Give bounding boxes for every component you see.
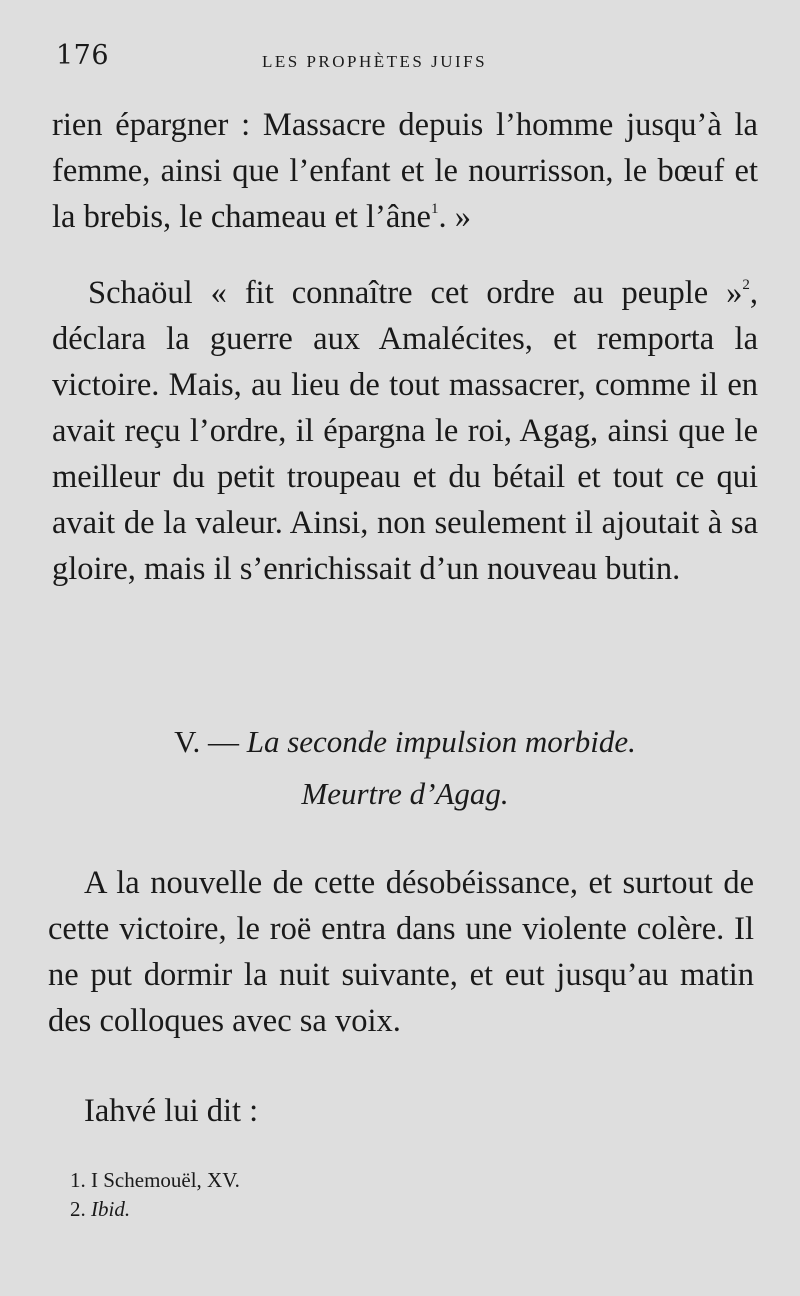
paragraph-1-end: . » bbox=[438, 199, 471, 235]
section-title-line-2: Meurtre d’Agag. bbox=[301, 776, 509, 811]
paragraph-4-text: Iahvé lui dit : bbox=[84, 1093, 259, 1129]
footnote-2 bbox=[70, 1195, 670, 1224]
paragraph-1-text: rien épargner : Massacre depuis l’homme jusqu’à la femme, ainsi que l’enfant et le nourrisson, le bœuf et la brebis, le chameau et l’âne bbox=[52, 107, 758, 235]
footnote-ref-1: 1 bbox=[430, 201, 439, 217]
footnotes bbox=[70, 1166, 670, 1224]
paragraph-2 bbox=[52, 270, 758, 592]
footnote-2-text: Ibid. bbox=[91, 1197, 131, 1221]
running-head: LES PROPHÈTES JUIFS bbox=[262, 52, 488, 71]
footnote-ref-2: 2 bbox=[742, 277, 750, 293]
page-number: 176 bbox=[56, 40, 110, 71]
footnote-2-marker: 2. bbox=[70, 1197, 86, 1221]
footnote-1 bbox=[70, 1166, 670, 1195]
paragraph-1 bbox=[52, 102, 758, 240]
page-header bbox=[50, 40, 756, 80]
footnote-1-text: I Schemouël, XV. bbox=[91, 1168, 240, 1192]
paragraph-2-text-a: Schaöul « fit connaître cet ordre au peuple » bbox=[88, 275, 743, 311]
paragraph-3 bbox=[48, 860, 754, 1044]
section-heading-line-1 bbox=[52, 716, 758, 768]
section-title-line-1: La seconde impulsion morbide. bbox=[246, 724, 636, 759]
paragraph-4 bbox=[48, 1088, 754, 1134]
paragraph-2-text-b: , déclara la guerre aux Amalécites, et remporta la victoire. Mais, au lieu de tout massacrer, comme il en avait reçu l’ordre, il épargna le roi, Agag, ainsi que le meilleur du petit troupeau et du bétail et tout ce qui avait de la valeur. Ainsi, non seulement il ajoutait à sa gloire, mais il s’enrichissait d’un nouveau butin. bbox=[52, 275, 758, 587]
paragraph-3-text: A la nouvelle de cette désobéissance, et surtout de cette victoire, le roë entra dans une violente colère. Il ne put dormir la nuit suivante, et eut jusqu’au matin des colloques avec sa voix. bbox=[48, 865, 754, 1039]
footnote-1-marker: 1. bbox=[70, 1168, 86, 1192]
section-numeral: V. — bbox=[174, 724, 247, 759]
section-heading-line-2 bbox=[52, 768, 758, 820]
section-heading bbox=[52, 716, 758, 820]
